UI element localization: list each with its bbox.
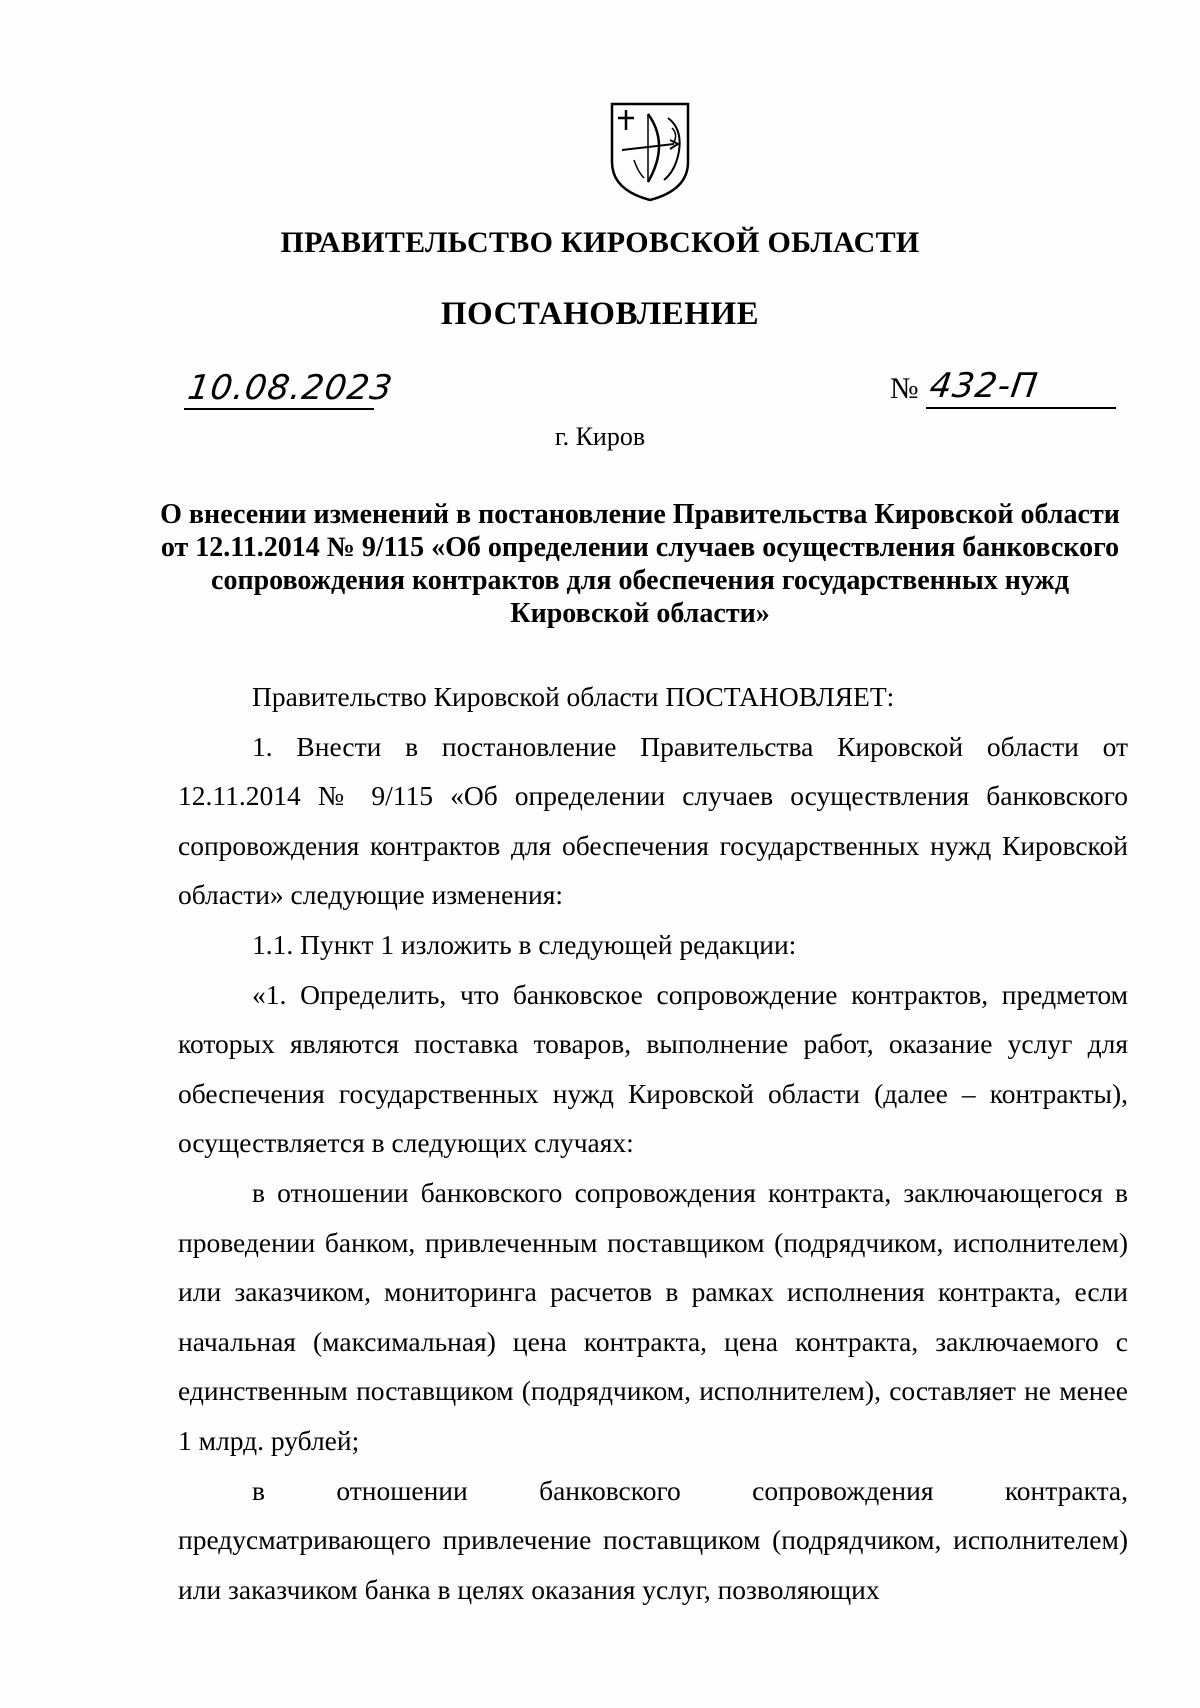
date-underline [184, 408, 374, 410]
body-paragraph: в отношении банковского сопровождения контракта, заключающегося в проведении банком, привлеченным поставщиком (подрядчиком, исполнителем) или заказчиком, мониторинга расчетов в рамках исполнения контракта, если начальная (максимальная) цена контракта, цена контракта, заключаемого с единственным поставщиком (подрядчиком, исполнителем), составляет не менее 1 млрд. рублей; [178, 1176, 1128, 1456]
body-paragraph: в отношении банковского сопровождения контракта, предусматривающего привлечение поставщиком (подрядчиком, исполнителем) или заказчиком банка в целях оказания услуг, позволяющих [178, 1474, 1128, 1605]
document-type: ПОСТАНОВЛЕНИЕ [440, 296, 760, 332]
document-body [178, 672, 1128, 1614]
number-sign: № [890, 372, 919, 405]
kirov-coat-of-arms-icon [608, 100, 692, 204]
document-heading: О внесении изменений в постановление Правительства Кировской области от 12.11.2014 № 9/115 «Об определении случаев осуществления банковского сопровождения контрактов для обеспечения государственных нужд Кировской области» [160, 499, 1120, 629]
document-number: 432-П [927, 366, 1041, 406]
city-label: г. Киров [554, 422, 646, 451]
number-underline [926, 407, 1116, 409]
body-paragraph: Правительство Кировской области ПОСТАНОВЛЯЕТ: [252, 681, 895, 712]
body-paragraph: «1. Определить, что банковское сопровождение контрактов, предметом которых являются поставка товаров, выполнение работ, оказание услуг для обеспечения государственных нужд Кировской области (далее – контракты), осуществляется в следующих случаях: [178, 978, 1128, 1159]
organization-title: ПРАВИТЕЛЬСТВО КИРОВСКОЙ ОБЛАСТИ [280, 226, 920, 259]
body-paragraph: 1.1. Пункт 1 изложить в следующей редакции: [252, 928, 797, 960]
document-date: 10.08.2023 [185, 368, 396, 408]
body-paragraph: 1. Внести в постановление Правительства Кировской области от 12.11.2014 № 9/115 «Об определении случаев осуществления банковского сопровождения контрактов для обеспечения государственных нужд Кировской области» следующие изменения: [178, 730, 1128, 911]
